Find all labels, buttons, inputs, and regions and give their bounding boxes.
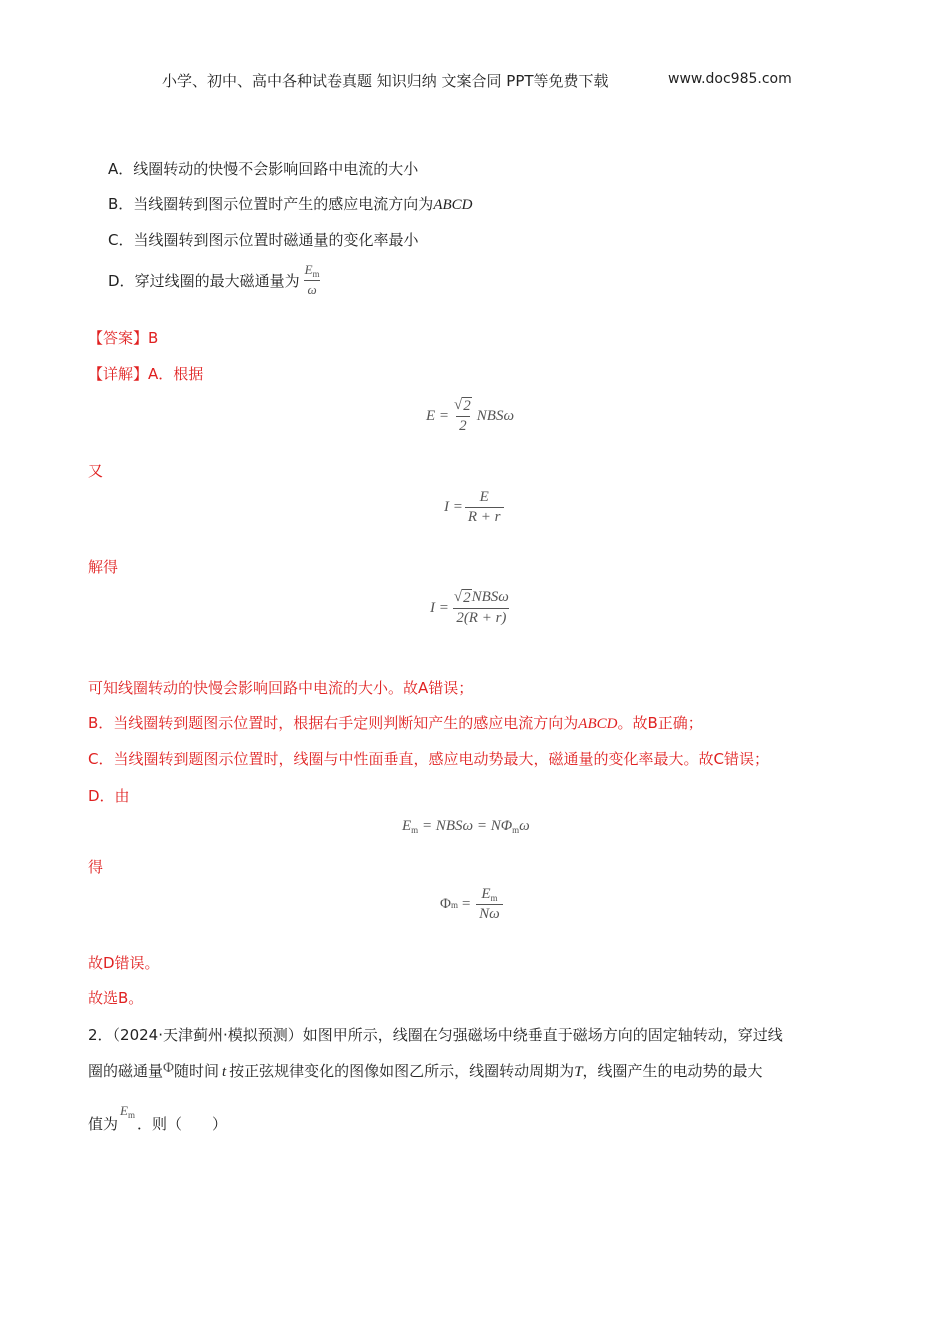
option-c [108,229,419,250]
detail-you: 又 [88,462,104,480]
option-letter: D． [108,271,135,290]
formula-current: I = $\frac{E}{R + r}$ [444,489,506,526]
formula-flux-max: Φ m = $\frac{E_m}{N\omega}$ [440,886,505,923]
option-text: 穿过线圈的最大磁通量为 [134,271,300,290]
formula-current-solved: I = √ 2 NBSω 2(R + r) [430,589,509,626]
option-d-formula: $\frac{E_m}{\omega}$ [304,262,320,297]
option-a [108,158,418,179]
header-url[interactable]: www.doc985.com [668,71,792,87]
detail-line-b: B．当线圈转到题图示位置时，根据右手定则判断知产生的感应电流方向为ABCD。故B正确； [88,714,703,732]
option-text: 线圈转动的快慢不会影响回路中电流的大小 [133,160,419,178]
detail-label: 【详解】A．根据 [88,365,204,383]
detail-final: 故选B。 [88,989,144,1007]
formula-emf: E = √ 2 2 NBSω [426,397,515,434]
option-letter: C． [108,231,134,249]
question2-line3: 值为 $E_m$ ．则（ ） [88,1103,227,1133]
detail-line-a: 可知线圈转动的快慢会影响回路中电流的大小。故A错误； [88,679,474,697]
option-letter: A． [108,160,134,178]
option-d [108,262,325,298]
option-italic: ABCD [433,197,473,213]
detail-line-d: D．由 [88,787,130,805]
detail-jiede: 解得 [88,558,119,576]
option-b [108,193,472,214]
question2-line1: 2．（2024·天津蓟州·模拟预测）如图甲所示，线圈在匀强磁场中绕垂直于磁场方向的固定轴转动，穿过线 [88,1026,783,1044]
answer-label: 【答案】B [88,329,159,347]
formula-emf-max: $E_m = NBS\omega = N\Phi_m\omega$ [402,818,530,835]
header-text: 小学、初中、高中各种试卷真题 知识归纳 文案合同 PPT等免费下载 [162,72,609,90]
option-text: 当线圈转到图示位置时产生的感应电流方向为 [133,195,434,213]
detail-de: 得 [88,858,104,876]
option-text: 当线圈转到图示位置时磁通量的变化率最小 [133,231,419,249]
question2-line2: 圈的磁通量Φ随时间 t 按正弦规律变化的图像如图乙所示，线圈转动周期为T，线圈产生的电动势的最大 [88,1060,763,1080]
detail-conclusion-d: 故D错误。 [88,954,160,972]
detail-line-c: C．当线圈转到题图示位置时，线圈与中性面垂直，感应电动势最大，磁通量的变化率最大。故C错误； [88,750,769,768]
option-letter: B． [108,195,134,213]
